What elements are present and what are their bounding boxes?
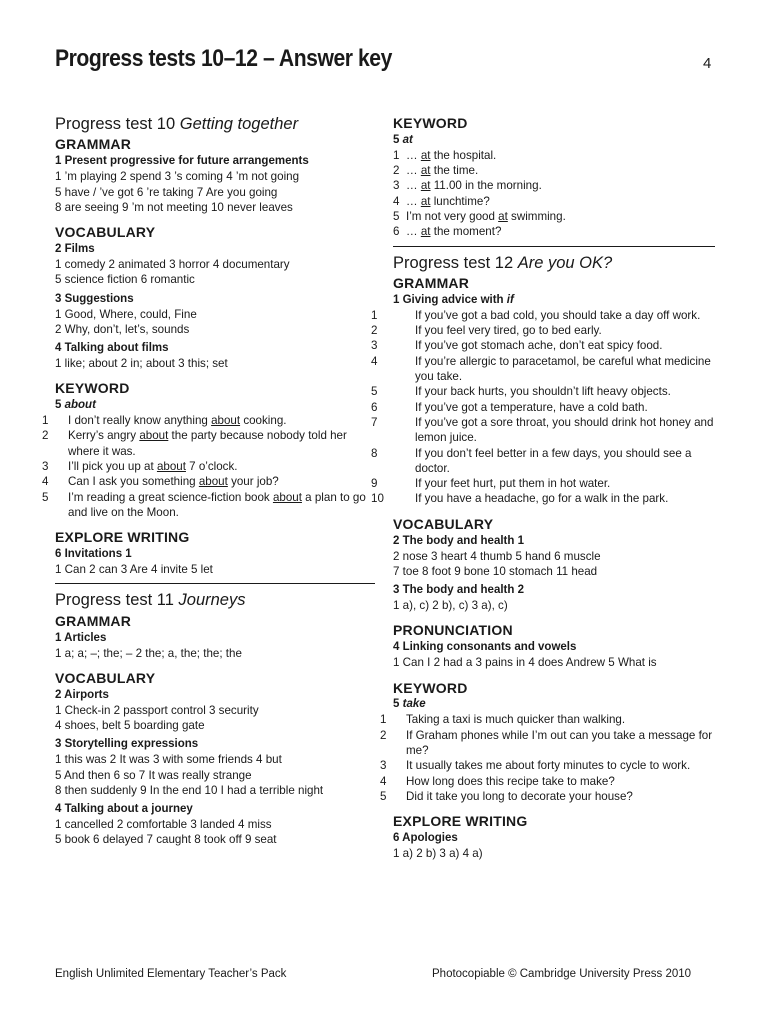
t10-explore-writing-heading: EXPLORE WRITING xyxy=(55,529,190,546)
right-column xyxy=(371,114,715,861)
t10-keyword-word: about xyxy=(64,399,96,412)
section-divider xyxy=(393,246,715,247)
t12-g1-title: 1 Giving advice with if xyxy=(393,293,514,306)
test-11-heading xyxy=(55,590,375,611)
t12-explore-writing-heading: EXPLORE WRITING xyxy=(393,813,528,830)
t10-v4-title: 4 Talking about films xyxy=(55,342,169,355)
t12-vocabulary-heading: VOCABULARY xyxy=(393,515,494,532)
list-item: 3 If you’ve got stomach ache, don’t eat spicy food. xyxy=(371,339,663,353)
t11-v3-line: 8 then suddenly 9 In the end 10 I had a terrible night xyxy=(55,783,324,797)
t10-v3-line: 2 Why, don’t, let’s, sounds xyxy=(55,322,190,336)
t11-v3-line: 1 this was 2 It was 3 with some friends 4 but xyxy=(55,753,282,767)
t11-vocabulary-heading: VOCABULARY xyxy=(55,669,156,686)
t12-v3-line: 1 a), c) 2 b), c) 3 a), c) xyxy=(393,599,508,613)
t10-g1-line: 1 ’m playing 2 spend 3 ’s coming 4 ’m not going xyxy=(55,170,300,184)
list-item: 3 It usually takes me about forty minutes to cycle to work. xyxy=(380,759,691,773)
list-item: 2 Kerry’s angry about the party because nobody told her where it was. xyxy=(42,429,347,458)
t10-v3-line: 1 Good, Where, could, Fine xyxy=(55,307,197,321)
test-12-label: Progress test 12 xyxy=(393,253,514,272)
section-divider xyxy=(55,583,375,584)
page-title: Progress tests 10–12 – Answer key xyxy=(55,45,392,72)
t12-p4-line: 1 Can I 2 had a 3 pains in 4 does Andrew 5 What is xyxy=(393,656,657,670)
t11-v3-title: 3 Storytelling expressions xyxy=(55,738,199,751)
t10-g1-line: 8 are seeing 9 ’m not meeting 10 never leaves xyxy=(55,200,293,214)
t11-g1-line: 1 a; a; –; the; – 2 the; a, the; the; the xyxy=(55,646,242,660)
t12-grammar-heading: GRAMMAR xyxy=(393,275,470,292)
list-item: 6 If you’ve got a temperature, have a cold bath. xyxy=(371,400,648,414)
list-item: 9 If your feet hurt, put them in hot water. xyxy=(371,477,611,491)
t11-v4-line: 1 cancelled 2 comfortable 3 landed 4 miss xyxy=(55,818,272,832)
test-10-heading xyxy=(55,114,375,135)
t12-g1-list xyxy=(371,308,715,507)
t12-v3-title: 3 The body and health 2 xyxy=(393,584,524,597)
list-item: 1 Taking a taxi is much quicker than walking. xyxy=(380,713,626,727)
list-item: 3 … at 11.00 in the morning. xyxy=(393,179,542,193)
t10-v4-line: 1 like; about 2 in; about 3 this; set xyxy=(55,357,228,371)
t11-v2-title: 2 Airports xyxy=(55,688,109,701)
t10-vocabulary-heading: VOCABULARY xyxy=(55,224,156,241)
t11-v4-title: 4 Talking about a journey xyxy=(55,803,193,816)
t11-v2-line: 1 Check-in 2 passport control 3 security xyxy=(55,703,259,717)
list-item: 3 I’ll pick you up at about 7 o’clock. xyxy=(42,460,238,474)
t11-v3-line: 5 And then 6 so 7 It was really strange xyxy=(55,768,252,782)
t10-keyword-list xyxy=(42,413,375,520)
list-item: 2 … at the time. xyxy=(393,164,479,178)
list-item: 4 How long does this recipe take to make? xyxy=(380,774,615,788)
test-11-label: Progress test 11 xyxy=(55,591,174,610)
t11-grammar-heading: GRAMMAR xyxy=(55,612,132,629)
t10-g1-line: 5 have / ’ve got 6 ’re taking 7 Are you going xyxy=(55,185,278,199)
list-item: 1 … at the hospital. xyxy=(393,148,497,162)
t12-pronunciation-heading: PRONUNCIATION xyxy=(393,622,513,639)
t10-v3-title: 3 Suggestions xyxy=(55,292,134,305)
list-item: 5 If your back hurts, you shouldn’t lift heavy objects. xyxy=(371,385,671,399)
t12-keyword-title: 5 take xyxy=(393,698,426,711)
t11-v2-line: 4 shoes, belt 5 boarding gate xyxy=(55,719,205,733)
t12-v2-line: 7 toe 8 foot 9 bone 10 stomach 11 head xyxy=(393,564,598,578)
test-11-title: Journeys xyxy=(178,591,246,610)
t12-keyword-heading: KEYWORD xyxy=(393,679,468,696)
t10-ew-line: 1 Can 2 can 3 Are 4 invite 5 let xyxy=(55,563,213,577)
test-10-title: Getting together xyxy=(179,115,299,133)
left-column xyxy=(42,114,375,848)
t10-keyword-title: 5 about xyxy=(55,399,96,412)
t10-g1-title: 1 Present progressive for future arrangements xyxy=(55,155,309,168)
t10-v2-title: 2 Films xyxy=(55,243,95,256)
t10-v2-line: 5 science fiction 6 romantic xyxy=(55,273,195,287)
test-12-title: Are you OK? xyxy=(517,253,613,272)
t10-ew-title: 6 Invitations 1 xyxy=(55,548,132,561)
list-item: 10 If you have a headache, go for a walk in the park. xyxy=(371,492,669,506)
t12-keyword-word: take xyxy=(402,698,426,711)
t11-keyword-title: 5 at xyxy=(393,133,413,146)
list-item: 6 … at the moment? xyxy=(393,225,502,239)
t12-ew-line: 1 a) 2 b) 3 a) 4 a) xyxy=(393,846,483,860)
list-item: 4 … at lunchtime? xyxy=(393,194,490,208)
test-10-label: Progress test 10 xyxy=(55,115,176,133)
list-item: 7 If you’ve got a sore throat, you should drink hot honey and lemon juice. xyxy=(371,415,714,445)
footer-copyright: Photocopiable © Cambridge University Press 2010 xyxy=(432,968,692,980)
list-item: 4 If you’re allergic to paracetamol, be careful what medicine you take. xyxy=(371,354,711,384)
list-item: 4 Can I ask you something about your job? xyxy=(42,475,279,489)
list-item: 5 Did it take you long to decorate your house? xyxy=(380,789,633,803)
t10-v2-line: 1 comedy 2 animated 3 horror 4 documentary xyxy=(55,257,290,271)
list-item: 1 If you’ve got a bad cold, you should take a day off work. xyxy=(371,308,701,322)
list-item: 8 If you don’t feel better in a few days, you should see a doctor. xyxy=(371,446,692,475)
t12-v2-title: 2 The body and health 1 xyxy=(393,534,524,547)
t12-ew-title: 6 Apologies xyxy=(393,832,458,845)
t10-grammar-heading: GRAMMAR xyxy=(55,136,132,153)
t11-g1-title: 1 Articles xyxy=(55,631,107,644)
t12-v2-line: 2 nose 3 heart 4 thumb 5 hand 6 muscle xyxy=(393,549,601,563)
t11-v4-line: 5 book 6 delayed 7 caught 8 took off 9 seat xyxy=(55,833,277,847)
t12-g1-title-word: if xyxy=(506,293,514,306)
list-item: 1 I don’t really know anything about cooking. xyxy=(42,414,287,428)
t11-keyword-word: at xyxy=(402,133,413,146)
t10-keyword-heading: KEYWORD xyxy=(55,380,130,397)
t11-keyword-heading: KEYWORD xyxy=(393,115,468,131)
footer-publication: English Unlimited Elementary Teacher’s Pack xyxy=(55,968,287,980)
list-item: 2 If Graham phones while I’m out can you take a message for me? xyxy=(380,728,713,757)
list-item: 5 I’m not very good at swimming. xyxy=(393,210,566,224)
page-number: 4 xyxy=(703,55,712,72)
list-item: 2 If you feel very tired, go to bed early. xyxy=(371,324,602,338)
t12-keyword-list xyxy=(380,712,715,804)
test-12-heading xyxy=(393,253,715,274)
t11-keyword-list xyxy=(393,148,715,240)
list-item: 5 I’m reading a great science-fiction book about a plan to go and live on the Moon. xyxy=(42,490,366,519)
t12-p4-title: 4 Linking consonants and vowels xyxy=(393,641,577,654)
